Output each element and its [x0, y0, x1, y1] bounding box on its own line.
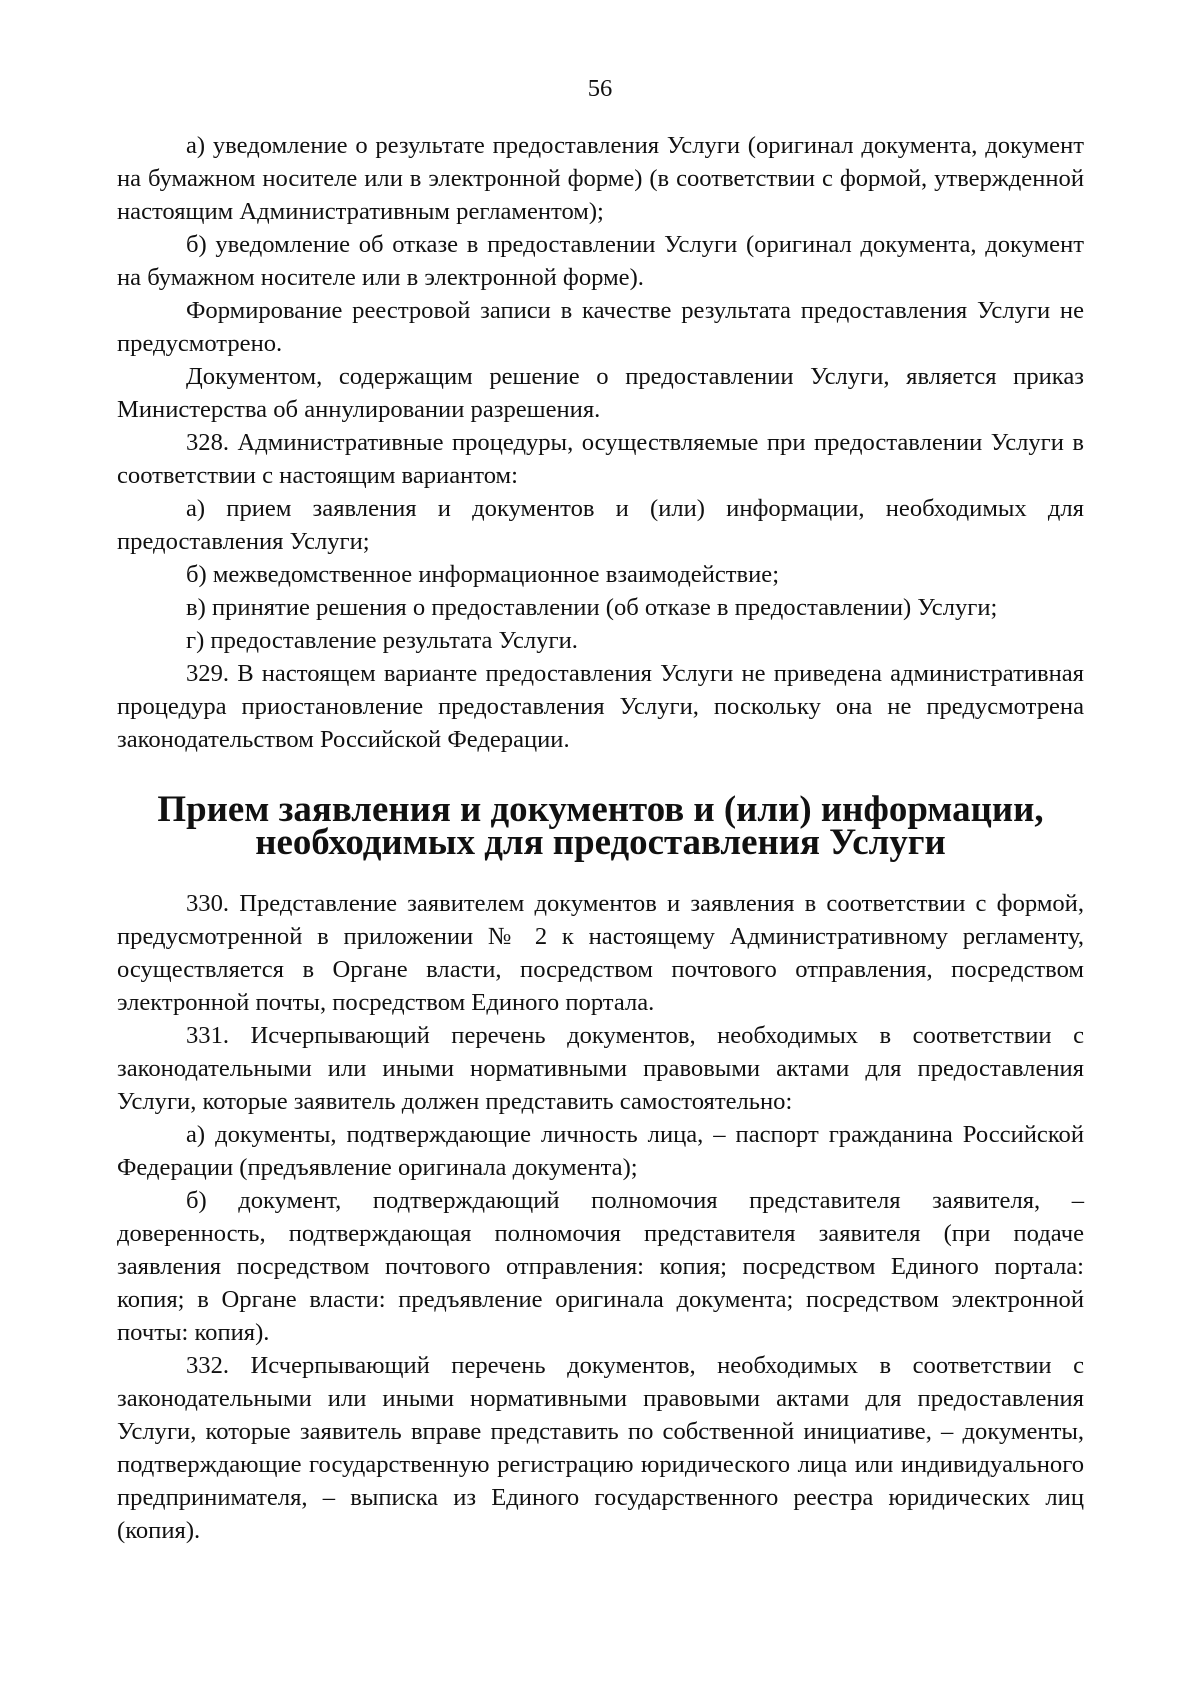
- paragraph: 331. Исчерпывающий перечень документов, необходимых в соответствии с законодательными или иными нормативными правовыми актами для предоставления Услуги, которые заявитель должен представить самостоятельно:: [117, 1022, 1084, 1115]
- paragraph: 330. Представление заявителем документов и заявления в соответствии с формой, предусмотренной в приложении № 2 к настоящему Административному регламенту, осуществляется в Органе власти, посредством почтового отправления, посредством электронной почты, посредством Единого портала.: [117, 890, 1084, 1016]
- paragraph: 332. Исчерпывающий перечень документов, необходимых в соответствии с законодательными или иными нормативными правовыми актами для предоставления Услуги, которые заявитель вправе представить по собственной инициативе, – документы, подтверждающие государственную регистрацию юридического лица или индивидуального предпринимателя, – выписка из Единого государственного реестра юридических лиц (копия).: [117, 1352, 1084, 1544]
- paragraph: Документом, содержащим решение о предоставлении Услуги, является приказ Министерства об аннулировании разрешения.: [117, 363, 1084, 423]
- paragraph: а) документы, подтверждающие личность лица, – паспорт гражданина Российской Федерации (предъявление оригинала документа);: [117, 1121, 1084, 1181]
- paragraph: 328. Административные процедуры, осуществляемые при предоставлении Услуги в соответствии с настоящим вариантом:: [117, 429, 1084, 489]
- paragraph: г) предоставление результата Услуги.: [186, 627, 578, 654]
- paragraph: б) межведомственное информационное взаимодействие;: [186, 561, 780, 588]
- page-number: 56: [587, 75, 613, 102]
- paragraph: б) документ, подтверждающий полномочия представителя заявителя, – доверенность, подтверждающая полномочия представителя заявителя (при подаче заявления посредством почтового отправления: копия; посредством Единого портала: копия; в Органе власти: предъявление оригинала документа; посредством электронной почты: копия).: [117, 1187, 1084, 1346]
- paragraph: 329. В настоящем варианте предоставления Услуги не приведена административная процедура приостановление предоставления Услуги, поскольку она не предусмотрена законодательством Российской Федерации.: [117, 660, 1084, 753]
- paragraph: б) уведомление об отказе в предоставлении Услуги (оригинал документа, документ на бумажном носителе или в электронной форме).: [117, 231, 1084, 291]
- body-text-top: [117, 129, 1084, 756]
- paragraph: в) принятие решения о предоставлении (об отказе в предоставлении) Услуги;: [186, 594, 998, 621]
- paragraph: а) прием заявления и документов и (или) информации, необходимых для предоставления Услуги;: [117, 495, 1084, 555]
- paragraph: а) уведомление о результате предоставления Услуги (оригинал документа, документ на бумажном носителе или в электронной форме) (в соответствии с формой, утвержденной настоящим Административным регламентом);: [117, 132, 1084, 225]
- paragraph: Формирование реестровой записи в качестве результата предоставления Услуги не предусмотрено.: [117, 297, 1084, 357]
- section-heading: Прием заявления и документов и (или) информации, необходимых для предоставления Услуги: [157, 788, 1044, 862]
- body-text-bottom: [117, 887, 1084, 1547]
